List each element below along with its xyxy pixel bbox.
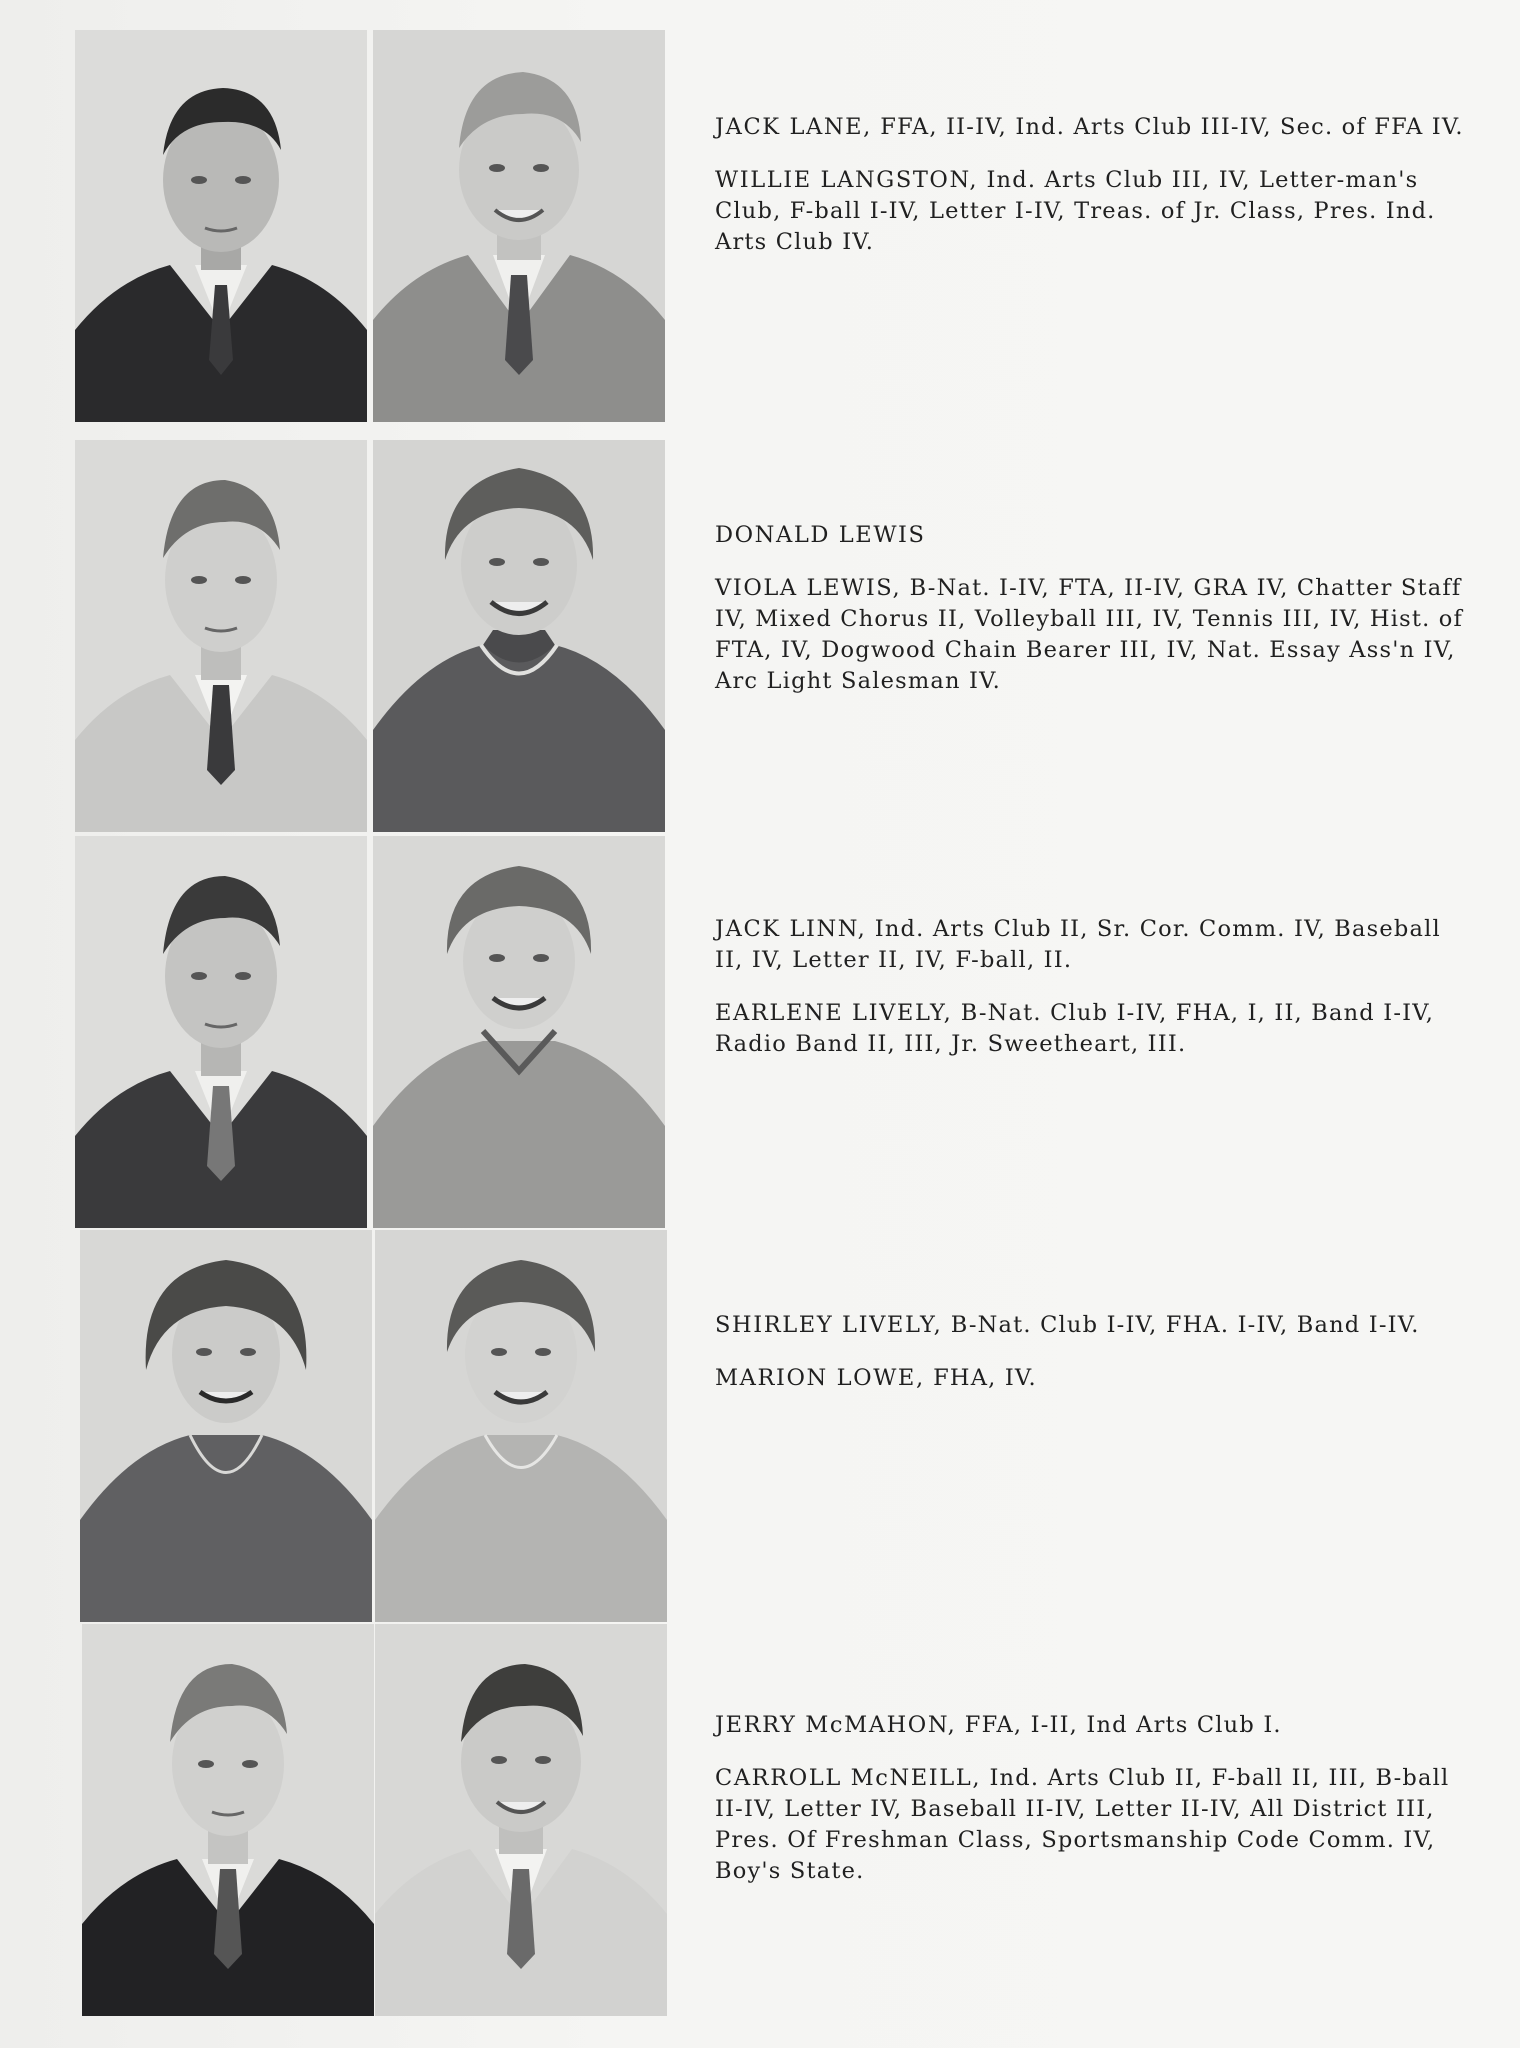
bio-block	[715, 520, 1475, 719]
student-photo	[373, 440, 665, 832]
student-name: JERRY McMAHON,	[715, 1712, 957, 1738]
portrait-boy-icon	[373, 30, 665, 422]
student-bio	[715, 520, 1475, 551]
portrait-boy-icon	[82, 1624, 374, 2016]
student-name: JACK LANE,	[715, 114, 872, 140]
student-bio	[715, 1763, 1475, 1887]
bio-block	[715, 914, 1475, 1082]
portrait-girl-icon	[375, 1230, 667, 1622]
student-name: JACK LINN,	[715, 916, 867, 942]
student-photo	[375, 1230, 667, 1622]
portrait-boy-icon	[75, 836, 367, 1228]
portrait-girl-icon	[373, 440, 665, 832]
student-activities: FFA, I-II, Ind Arts Club I.	[964, 1712, 1282, 1738]
portrait-boy-icon	[375, 1624, 667, 2016]
student-activities: Ind. Arts Club III, IV, Letter-man's Club, F-ball I-IV, Letter I-IV, Treas. of Jr. Class, Pres. Ind. Arts Club IV.	[715, 167, 1436, 255]
student-bio	[715, 165, 1475, 258]
student-activities: B-Nat. I-IV, FTA, II-IV, GRA IV, Chatter Staff IV, Mixed Chorus II, Volleyball III, IV, Tennis III, IV, Hist. of FTA, IV, Dogwood Chain Bearer III, IV, Nat. Essay Ass'n IV, Arc Light Salesman IV.	[715, 575, 1464, 694]
student-bio	[715, 1310, 1475, 1341]
student-photo	[82, 1624, 374, 2016]
student-photo	[375, 1624, 667, 2016]
student-bio	[715, 573, 1475, 697]
student-name: WILLIE LANGSTON,	[715, 167, 979, 193]
student-activities: Ind. Arts Club II, F-ball II, III, B-ball II-IV, Letter IV, Baseball II-IV, Letter II-IV, All District III, Pres. Of Freshman Class, Sportsmanship Code Comm. IV, Boy's State.	[715, 1765, 1450, 1884]
student-name: MARION LOWE,	[715, 1365, 925, 1391]
student-photo	[373, 836, 665, 1228]
student-activities: FFA, II-IV, Ind. Arts Club III-IV, Sec. of FFA IV.	[880, 114, 1464, 140]
student-photo	[80, 1230, 372, 1622]
portrait-girl-icon	[373, 836, 665, 1228]
student-bio	[715, 998, 1475, 1060]
student-bio	[715, 914, 1475, 976]
bio-block	[715, 112, 1475, 280]
student-row	[0, 836, 1520, 1228]
student-row	[0, 440, 1520, 832]
student-bio	[715, 112, 1475, 143]
student-bio	[715, 1363, 1475, 1394]
portrait-girl-icon	[80, 1230, 372, 1622]
student-row	[0, 1230, 1520, 1622]
portrait-boy-icon	[75, 440, 367, 832]
student-photo	[75, 836, 367, 1228]
student-bio	[715, 1710, 1475, 1741]
student-photo	[75, 440, 367, 832]
student-name: DONALD LEWIS	[715, 522, 926, 548]
student-name: CARROLL McNEILL,	[715, 1765, 982, 1791]
student-activities: B-Nat. Club I-IV, FHA, I, II, Band I-IV, Radio Band II, III, Jr. Sweetheart, III.	[715, 1000, 1435, 1057]
student-name: EARLENE LIVELY,	[715, 1000, 953, 1026]
student-photo	[75, 30, 367, 422]
student-row	[0, 30, 1520, 422]
student-activities: B-Nat. Club I-IV, FHA. I-IV, Band I-IV.	[950, 1312, 1420, 1338]
student-activities: Ind. Arts Club II, Sr. Cor. Comm. IV, Baseball II, IV, Letter II, IV, F-ball, II.	[715, 916, 1441, 973]
student-activities: FHA, IV.	[933, 1365, 1037, 1391]
bio-block	[715, 1710, 1475, 1909]
student-photo	[373, 30, 665, 422]
student-name: VIOLA LEWIS,	[715, 575, 902, 601]
portrait-boy-icon	[75, 30, 367, 422]
bio-block	[715, 1310, 1475, 1416]
student-row	[0, 1624, 1520, 2016]
student-name: SHIRLEY LIVELY,	[715, 1312, 943, 1338]
